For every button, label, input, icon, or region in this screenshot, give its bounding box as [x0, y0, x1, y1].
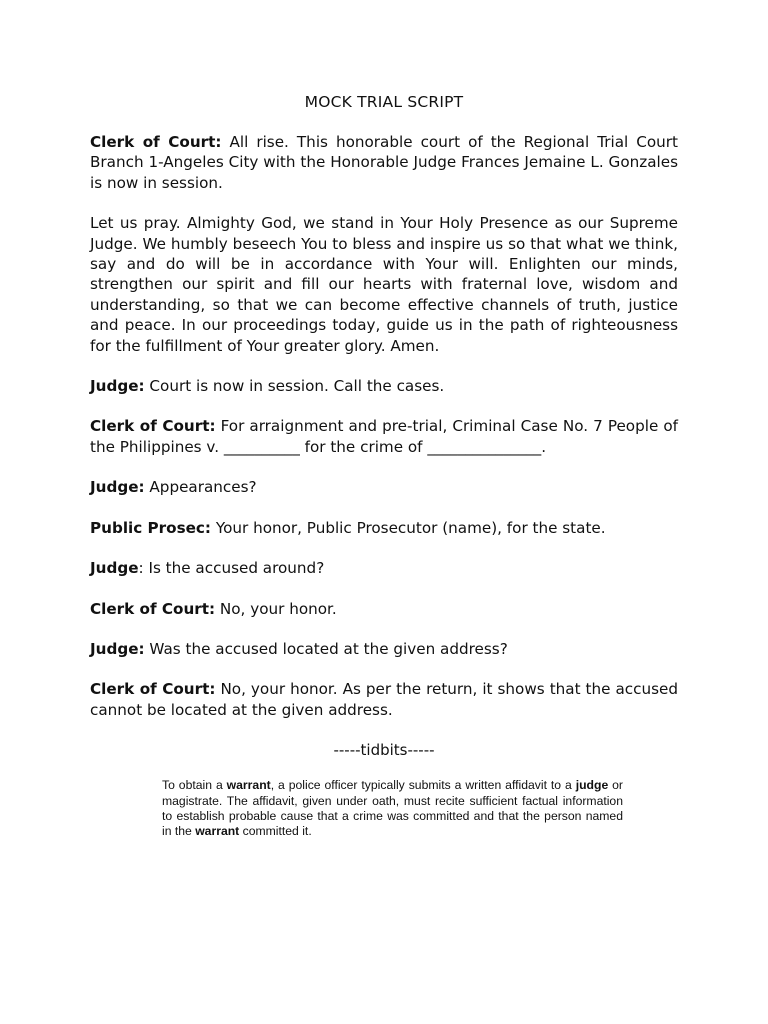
document-title: MOCK TRIAL SCRIPT [304, 93, 464, 111]
script-paragraph [90, 416, 678, 457]
tidbits-note [162, 778, 623, 840]
dialogue-text: Was the accused located at the given address? [144, 639, 508, 658]
dialogue-text: Appearances? [144, 478, 257, 497]
tidbits-heading: -----tidbits----- [333, 741, 435, 760]
speaker-label: Judge [90, 559, 139, 578]
dialogue-text: Let us pray. Almighty God, we stand in Your Holy Presence as our Supreme Judge. We humbly beseech You to bless and inspire us so that what we think, say and do will be in accordance with Your will. Enlighten our minds, strengthen our spirit and fill our hearts with fraternal love, wisdom and understanding, so that we can become effective channels of truth, justice and peace. In our proceedings today, guide us in the path of righteousness for the fulfillment of Your greater glory. Amen. [90, 214, 678, 355]
speaker-label: Clerk of Court: [90, 417, 216, 436]
script-paragraph [90, 477, 678, 497]
note-bold-warrant-2: warrant [195, 824, 240, 839]
dialogue-text: Court is now in session. Call the cases. [144, 377, 445, 396]
speaker-label: Clerk of Court: [90, 133, 222, 151]
dialogue-text: Your honor, Public Prosecutor (name), for the state. [211, 518, 606, 537]
script-paragraph [90, 518, 678, 538]
dialogue-text: No, your honor. [215, 599, 337, 618]
script-paragraph [90, 558, 678, 578]
speaker-label: Clerk of Court: [90, 599, 216, 618]
script-paragraph [90, 213, 678, 356]
speaker-label: Judge: [90, 478, 145, 497]
note-bold-judge: judge [575, 778, 609, 793]
dialogue-text: All rise. This honorable court of the Regional Trial Court Branch 1-Angeles City with the Honorable Judge Frances Jemaine L. Gonzales is now in session. [90, 133, 678, 192]
note-bold-warrant-1: warrant [226, 778, 271, 793]
script-paragraph [90, 376, 678, 396]
script-paragraph [90, 679, 678, 720]
note-text-1: To obtain a [162, 778, 227, 793]
dialogue-text: : Is the accused around? [138, 559, 325, 578]
speaker-label: Clerk of Court: [90, 680, 216, 699]
script-paragraph [90, 639, 678, 659]
note-text-3: or magistrate. The affidavit, given under oath, must recite sufficient factual information to establish probable cause that a crime was committed and that the person named in the [162, 778, 623, 839]
note-text-2: , a police officer typically submits a written affidavit to a [270, 778, 576, 793]
speaker-label: Public Prosec: [90, 518, 211, 537]
note-text-4: committed it. [239, 824, 312, 839]
script-paragraph [90, 599, 678, 619]
dialogue-text: No, your honor. As per the return, it shows that the accused cannot be located at the given address. [90, 680, 678, 719]
speaker-label: Judge: [90, 377, 145, 396]
script-body [90, 132, 678, 720]
speaker-label: Judge: [90, 639, 145, 658]
dialogue-text: For arraignment and pre-trial, Criminal Case No. 7 People of the Philippines v. __________ for the crime of _______________. [90, 417, 679, 456]
script-paragraph [90, 132, 678, 193]
